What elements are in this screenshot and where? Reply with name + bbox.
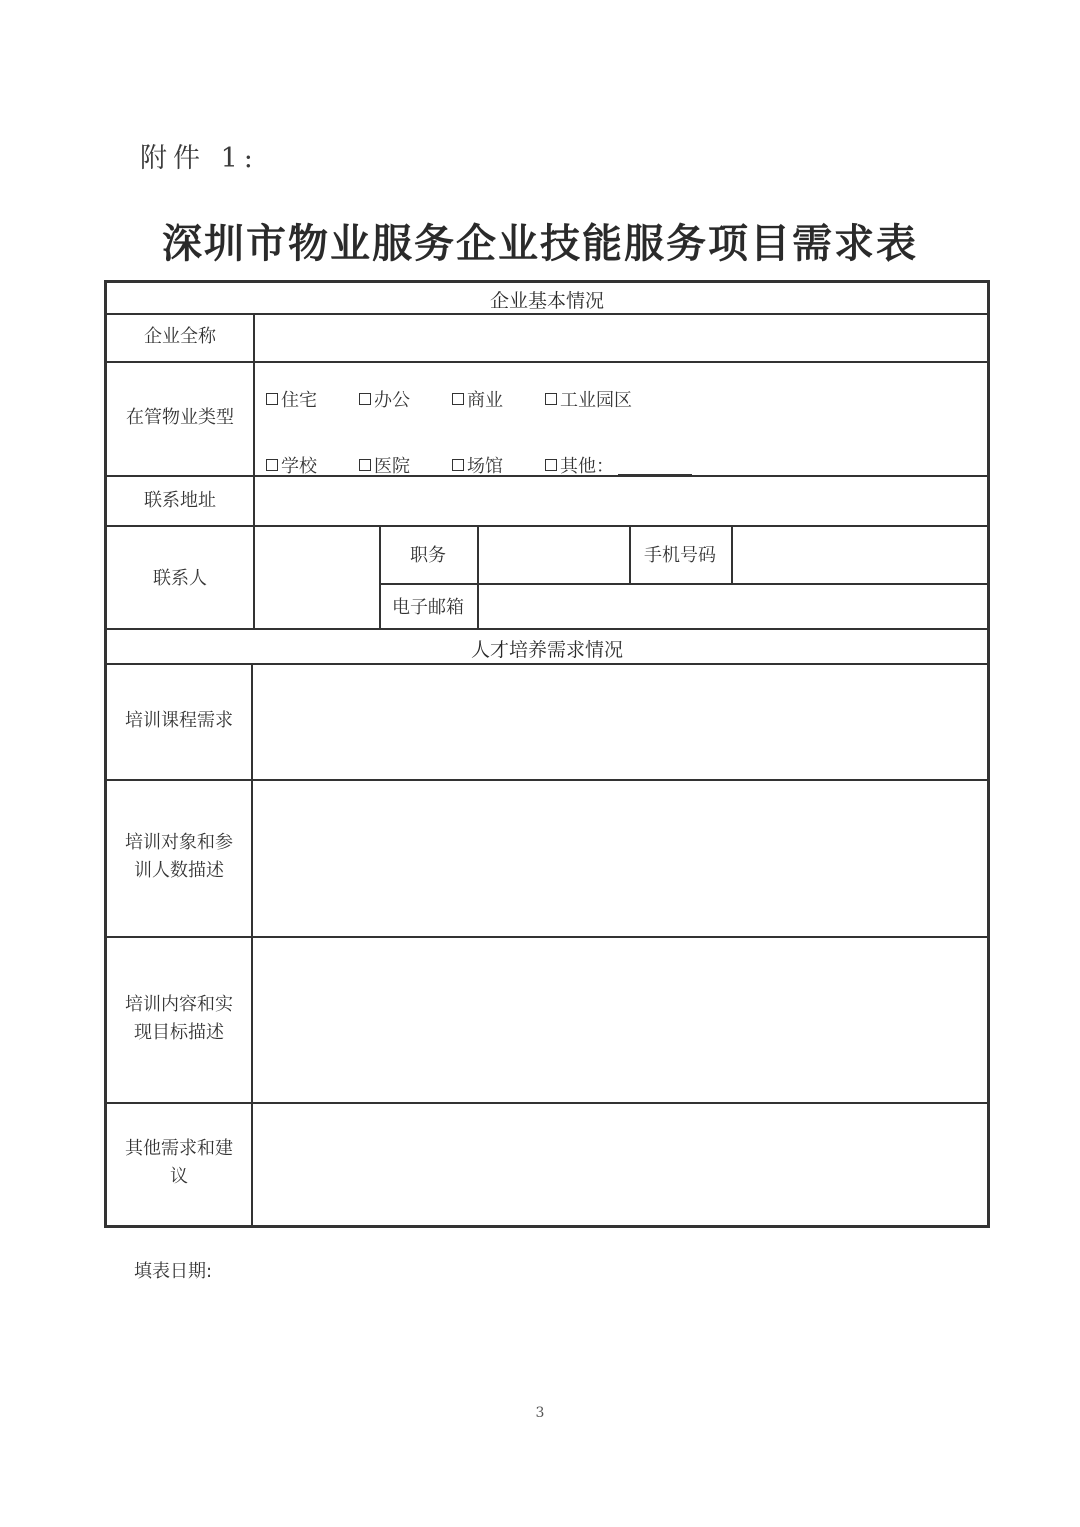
content-goals-field[interactable] xyxy=(255,939,985,1101)
property-type-label: 在管物业类型 xyxy=(126,407,234,428)
course-needs-field[interactable] xyxy=(255,666,985,778)
checkbox-icon xyxy=(452,459,464,471)
option-venue[interactable]: 场馆 xyxy=(452,452,503,478)
contact-person-label: 联系人 xyxy=(153,568,207,589)
option-office[interactable]: 办公 xyxy=(359,386,410,412)
other-suggestions-field[interactable] xyxy=(255,1105,985,1223)
attachment-label: 附件 1: xyxy=(140,143,259,174)
checkbox-icon xyxy=(545,459,557,471)
email-field[interactable] xyxy=(481,586,985,627)
email-label: 电子邮箱 xyxy=(392,597,464,618)
checkbox-icon xyxy=(359,393,371,405)
form-title: 深圳市物业服务企业技能服务项目需求表 xyxy=(162,221,918,267)
option-commercial[interactable]: 商业 xyxy=(452,386,503,412)
option-residential[interactable]: 住宅 xyxy=(266,386,317,412)
contact-person-field[interactable] xyxy=(257,528,377,626)
checkbox-icon xyxy=(545,393,557,405)
address-label: 联系地址 xyxy=(144,490,216,511)
course-needs-label: 培训课程需求 xyxy=(125,710,233,731)
option-school[interactable]: 学校 xyxy=(266,452,317,478)
option-industrial-park[interactable]: 工业园区 xyxy=(545,386,632,412)
section-heading-basic: 企业基本情况 xyxy=(489,290,604,312)
company-name-field[interactable] xyxy=(257,316,985,360)
address-field[interactable] xyxy=(257,478,985,524)
option-hospital[interactable]: 医院 xyxy=(359,452,410,478)
fill-date-label: 填表日期: xyxy=(134,1261,213,1282)
trainee-description-label: 培训对象和参训人数描述 xyxy=(125,832,233,881)
page-number: 3 xyxy=(535,1405,545,1421)
checkbox-icon xyxy=(266,393,278,405)
trainee-description-field[interactable] xyxy=(255,782,985,935)
phone-field[interactable] xyxy=(735,528,985,582)
position-field[interactable] xyxy=(481,528,627,582)
option-other[interactable]: 其他： xyxy=(545,452,692,478)
other-fill-blank[interactable] xyxy=(618,456,692,475)
section-heading-talent: 人才培养需求情况 xyxy=(470,639,623,661)
company-name-label: 企业全称 xyxy=(144,326,216,347)
other-suggestions-label: 其他需求和建议 xyxy=(125,1138,233,1187)
position-label: 职务 xyxy=(410,545,446,566)
checkbox-icon xyxy=(452,393,464,405)
checkbox-icon xyxy=(359,459,371,471)
checkbox-icon xyxy=(266,459,278,471)
phone-label: 手机号码 xyxy=(644,545,716,566)
content-goals-label: 培训内容和实现目标描述 xyxy=(125,994,233,1043)
requirements-form xyxy=(104,280,990,1228)
